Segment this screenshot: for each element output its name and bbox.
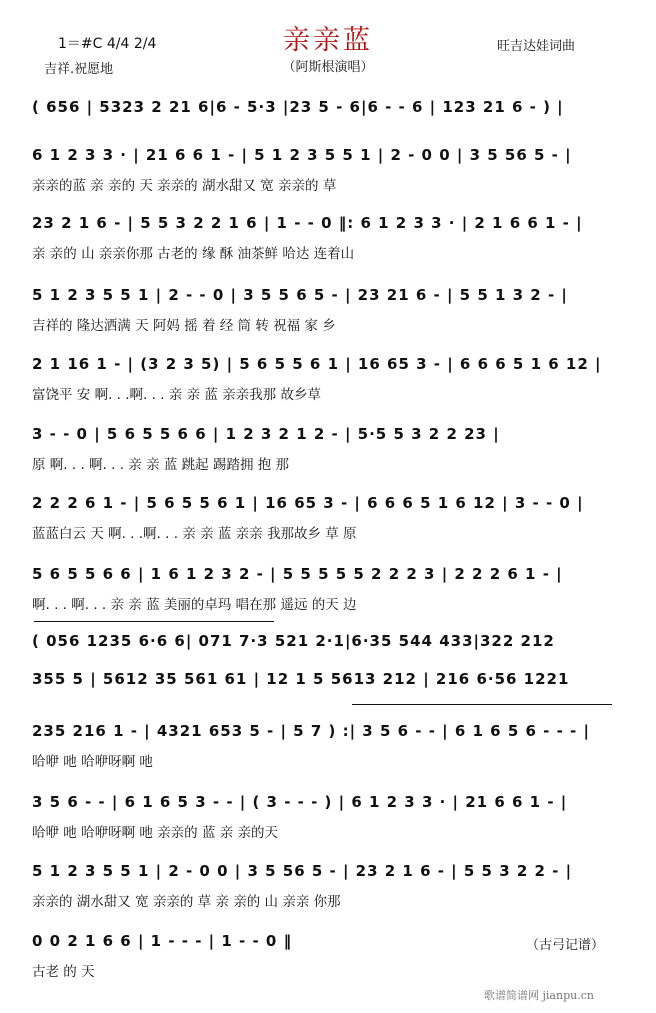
lyric-line: 古老 的 天 xyxy=(32,964,95,980)
lyric-line: 亲亲的蓝 亲 亲的 天 亲亲的 湖水甜又 宽 亲亲的 草 xyxy=(32,178,337,194)
notation-line: ( 056 1235 6·6 6| 071 7·3 521 2·1|6·35 544 433|322 212 xyxy=(32,632,555,650)
second-ending-bracket xyxy=(352,704,612,705)
notation-line: 235 216 1 - | 4321 653 5 - | 5 7 ) :| 3 5 6 - - | 6 1 6 5 6 - - - | xyxy=(32,722,590,740)
notation-line: 355 5 | 5612 35 561 61 | 12 1 5 5613 212 | 216 6·56 1221 xyxy=(32,670,570,688)
lyric-line: 哈咿 吔 哈咿呀啊 吔 xyxy=(32,754,153,770)
site-watermark: 歌谱简谱网 jianpu.cn xyxy=(484,989,594,1002)
intro-marking: 吉祥.祝愿地 xyxy=(44,62,114,77)
lyric-line: 哈咿 吔 哈咿呀啊 吔 亲亲的 蓝 亲 亲的天 xyxy=(32,825,279,841)
notation-line: 2 2 2 6 1 - | 5 6 5 5 6 1 | 16 65 3 - | 6 6 6 5 1 6 12 | 3 - - 0 | xyxy=(32,494,584,512)
notation-line: ( 656 | 5323 2 21 6|6 - 5·3 |23 5 - 6|6 - - 6 | 123 21 6 - ) | xyxy=(32,98,564,116)
lyric-line: 原 啊. . . 啊. . . 亲 亲 蓝 跳起 踢踏拥 抱 那 xyxy=(32,457,290,473)
lyric-line: 亲 亲的 山 亲亲你那 古老的 缘 酥 油茶鲜 哈达 连着山 xyxy=(32,246,355,262)
notation-line: 6 1 2 3 3 · | 21 6 6 1 - | 5 1 2 3 5 5 1 | 2 - 0 0 | 3 5 56 5 - | xyxy=(32,146,572,164)
lyric-line: 富饶平 安 啊. . .啊. . . 亲 亲 蓝 亲亲我那 故乡草 xyxy=(32,387,321,403)
lyric-line: 蓝蓝白云 天 啊. . .啊. . . 亲 亲 蓝 亲亲 我那故乡 草 原 xyxy=(32,526,357,542)
credit: 旺吉达娃词曲 xyxy=(497,39,576,54)
transcriber-note: （古弓记谱） xyxy=(526,938,605,953)
lyric-line: 亲亲的 湖水甜又 宽 亲亲的 草 亲 亲的 山 亲亲 你那 xyxy=(32,894,341,910)
lyric-line: 啊. . . 啊. . . 亲 亲 蓝 美丽的卓玛 唱在那 遥远 的天 边 xyxy=(32,597,357,613)
notation-line: 5 6 5 5 6 6 | 1 6 1 2 3 2 - | 5 5 5 5 5 2 2 2 3 | 2 2 2 6 1 - | xyxy=(32,565,563,583)
subtitle: （阿斯根演唱） xyxy=(282,60,374,75)
notation-line: 0 0 2 1 6 6 | 1 - - - | 1 - - 0 ‖ xyxy=(32,932,293,950)
notation-line: 2 1 16 1 - | (3 2 3 5) | 5 6 5 5 6 1 | 16 65 3 - | 6 6 6 5 1 6 12 | xyxy=(32,355,602,373)
first-ending-bracket xyxy=(34,621,274,622)
notation-line: 3 - - 0 | 5 6 5 5 6 6 | 1 2 3 2 1 2 - | 5·5 5 3 2 2 23 | xyxy=(32,425,500,443)
notation-line: 23 2 1 6 - | 5 5 3 2 2 1 6 | 1 - - 0 ‖: 6 1 2 3 3 · | 2 1 6 6 1 - | xyxy=(32,214,583,232)
lyric-line: 吉祥的 隆达洒满 天 阿妈 摇 着 经 筒 转 祝福 家 乡 xyxy=(32,318,336,334)
notation-line: 5 1 2 3 5 5 1 | 2 - - 0 | 3 5 5 6 5 - | 23 21 6 - | 5 5 1 3 2 - | xyxy=(32,286,568,304)
key-signature: 1＝#C 4/4 2/4 xyxy=(58,36,157,52)
notation-line: 5 1 2 3 5 5 1 | 2 - 0 0 | 3 5 56 5 - | 23 2 1 6 - | 5 5 3 2 2 - | xyxy=(32,862,573,880)
notation-line: 3 5 6 - - | 6 1 6 5 3 - - | ( 3 - - - ) | 6 1 2 3 3 · | 21 6 6 1 - | xyxy=(32,793,568,811)
song-title: 亲亲蓝 xyxy=(283,25,373,56)
